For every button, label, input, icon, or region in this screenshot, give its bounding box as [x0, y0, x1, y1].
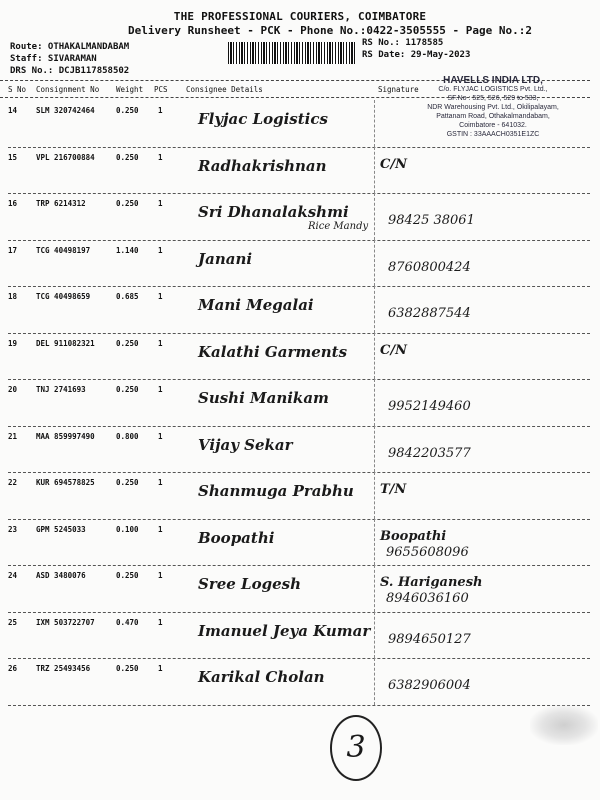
- weight-value: 0.250: [116, 571, 139, 580]
- pieces-count: 1: [158, 664, 163, 673]
- table-row: [8, 100, 590, 148]
- stamp-line: Pattanam Road, Othakalmandabam,: [436, 113, 550, 120]
- consignment-number: VPL 216700884: [36, 152, 95, 162]
- pieces-count: 1: [158, 431, 163, 441]
- receiver-phone: 98425 38061: [388, 213, 475, 228]
- handwritten-page-number: 3: [330, 715, 382, 781]
- pieces-count: 1: [158, 478, 163, 487]
- consignee-name: Sree Logesh: [198, 575, 301, 593]
- drs-number: DRS No.: DCJB117858502: [10, 66, 130, 76]
- receiver-phone: 6382906004: [388, 678, 471, 693]
- col-sno: S No: [8, 85, 27, 94]
- signature-divider: [374, 240, 376, 287]
- pieces-count: 1: [158, 385, 163, 394]
- receiver-phone: 9655608096: [386, 544, 469, 560]
- serial-number: 17: [8, 245, 18, 255]
- serial-number: 14: [8, 106, 18, 115]
- rs-number: RS No.: 1178585: [362, 38, 444, 48]
- col-consignee-details: Consignee Details: [186, 85, 263, 94]
- receiver-phone: 9894650127: [388, 631, 471, 647]
- serial-number: 20: [8, 385, 18, 394]
- table-row: [8, 193, 590, 241]
- pieces-count: 1: [158, 106, 163, 115]
- signature-divider: [374, 333, 376, 380]
- weight-value: 0.250: [116, 664, 139, 673]
- receiver-signature: C/N: [380, 156, 407, 172]
- signature-divider: [374, 286, 376, 333]
- pieces-count: 1: [158, 571, 163, 580]
- receiver-signature: Boopathi: [380, 528, 447, 544]
- receiver-phone: 9952149460: [388, 399, 471, 414]
- col-signature: Signature: [378, 85, 419, 94]
- staff-label: Staff: SIVARAMAN: [10, 54, 97, 64]
- weight-value: 0.250: [116, 152, 139, 162]
- serial-number: 23: [8, 524, 18, 534]
- receiver-signature: C/N: [380, 342, 407, 358]
- signature-divider: [374, 658, 376, 705]
- table-row: [8, 379, 590, 427]
- weight-value: 0.100: [116, 524, 139, 534]
- pieces-count: 1: [158, 524, 163, 534]
- serial-number: 24: [8, 571, 18, 580]
- signature-divider: [374, 100, 376, 147]
- route-label: Route: OTHAKALMANDABAM: [10, 42, 130, 52]
- consignee-name: Mani Megalai: [198, 296, 314, 314]
- table-row: [8, 658, 590, 706]
- table-row: [8, 612, 590, 660]
- consignment-number: MAA 859997490: [36, 431, 95, 441]
- ink-smudge: [530, 705, 598, 745]
- consignment-number: TCG 40498197: [36, 245, 91, 255]
- serial-number: 21: [8, 431, 18, 441]
- consignment-number: IXM 503722707: [36, 617, 95, 627]
- table-row: [8, 426, 590, 474]
- consignment-number: SLM 320742464: [36, 106, 95, 115]
- stamp-line: C/o. FLYJAC LOGISTICS Pvt. Ltd.,: [438, 86, 548, 93]
- stamp-line: Coimbatore - 641032.: [459, 122, 527, 129]
- table-row: [8, 286, 590, 334]
- table-row: [8, 240, 590, 288]
- weight-value: 0.250: [116, 385, 139, 394]
- signature-divider: [374, 565, 376, 612]
- consignee-name: Radhakrishnan: [198, 156, 327, 175]
- weight-value: 0.800: [116, 431, 139, 441]
- consignment-number: ASD 3480076: [36, 571, 86, 580]
- receiver-phone: 8946036160: [386, 591, 469, 606]
- stamp-line: SF.No : 525, 526, 529 to 533,: [447, 95, 539, 102]
- consignee-name: Imanuel Jeya Kumar: [198, 621, 371, 640]
- table-row: [8, 519, 590, 567]
- table-row: [8, 333, 590, 381]
- barcode: [228, 42, 356, 64]
- runsheet-title: THE PROFESSIONAL COURIERS, COIMBATORE: [173, 10, 427, 23]
- consignee-name: Sri Dhanalakshmi: [198, 203, 349, 221]
- consignment-number: TRZ 25493456: [36, 664, 91, 673]
- stamp-line: NDR Warehousing Pvt. Ltd., Okilipalayam,: [427, 104, 559, 111]
- consignee-name: Vijay Sekar: [198, 435, 293, 454]
- weight-value: 0.250: [116, 338, 139, 348]
- stamp-company: HAVELLS INDIA LTD,: [443, 75, 543, 86]
- consignment-number: KUR 694578825: [36, 478, 95, 487]
- stamp-gstin: GSTIN : 33AAACH0351E1ZC: [446, 131, 540, 138]
- consignee-name: Boopathi: [198, 528, 275, 547]
- runsheet-subtitle: Delivery Runsheet - PCK - Phone No.:0422-3505555 - Page No.:2: [128, 24, 532, 37]
- consignee-name: Karikal Cholan: [198, 668, 325, 686]
- receiver-signature: S. Hariganesh: [380, 575, 483, 590]
- consignment-number: TRP 6214312: [36, 199, 86, 208]
- consignment-number: DEL 911082321: [36, 338, 95, 348]
- weight-value: 0.470: [116, 617, 139, 627]
- col-consignment: Consignment No: [36, 85, 100, 94]
- weight-value: 1.140: [116, 245, 139, 255]
- consignee-name: Janani: [198, 249, 253, 268]
- signature-divider: [374, 379, 376, 426]
- serial-number: 26: [8, 664, 18, 673]
- table-row: [8, 565, 590, 613]
- serial-number: 22: [8, 478, 18, 487]
- signature-divider: [374, 147, 376, 194]
- rs-date: RS Date: 29-May-2023: [362, 50, 471, 60]
- consignment-number: TNJ 2741693: [36, 385, 86, 394]
- serial-number: 18: [8, 292, 18, 301]
- receiver-phone: 9842203577: [388, 445, 471, 461]
- table-row: [8, 147, 590, 195]
- serial-number: 16: [8, 199, 18, 208]
- col-pcs: PCS: [154, 85, 168, 94]
- pieces-count: 1: [158, 199, 163, 208]
- signature-divider: [374, 193, 376, 240]
- pieces-count: 1: [158, 338, 163, 348]
- receiver-phone: 6382887544: [388, 306, 471, 321]
- consignee-name: Kalathi Garments: [198, 342, 348, 361]
- receiver-phone: 8760800424: [388, 259, 471, 275]
- col-weight: Weight: [116, 85, 144, 94]
- weight-value: 0.685: [116, 292, 139, 301]
- consignee-name-line2: Rice Mandy: [308, 221, 369, 232]
- consignee-name: Shanmuga Prabhu: [198, 482, 354, 500]
- weight-value: 0.250: [116, 199, 139, 208]
- consignee-name: Flyjac Logistics: [198, 110, 328, 128]
- consignment-number: TCG 40498659: [36, 292, 91, 301]
- consignment-number: GPM 5245033: [36, 524, 86, 534]
- signature-divider: [374, 472, 376, 519]
- weight-value: 0.250: [116, 478, 139, 487]
- serial-number: 15: [8, 152, 18, 162]
- signature-divider: [374, 612, 376, 659]
- signature-divider: [374, 519, 376, 566]
- pieces-count: 1: [158, 152, 163, 162]
- pieces-count: 1: [158, 292, 163, 301]
- signature-divider: [374, 426, 376, 473]
- weight-value: 0.250: [116, 106, 139, 115]
- serial-number: 25: [8, 617, 18, 627]
- pieces-count: 1: [158, 245, 163, 255]
- receiver-signature: T/N: [380, 482, 407, 497]
- consignee-name: Sushi Manikam: [198, 389, 329, 407]
- pieces-count: 1: [158, 617, 163, 627]
- serial-number: 19: [8, 338, 18, 348]
- table-row: [8, 472, 590, 520]
